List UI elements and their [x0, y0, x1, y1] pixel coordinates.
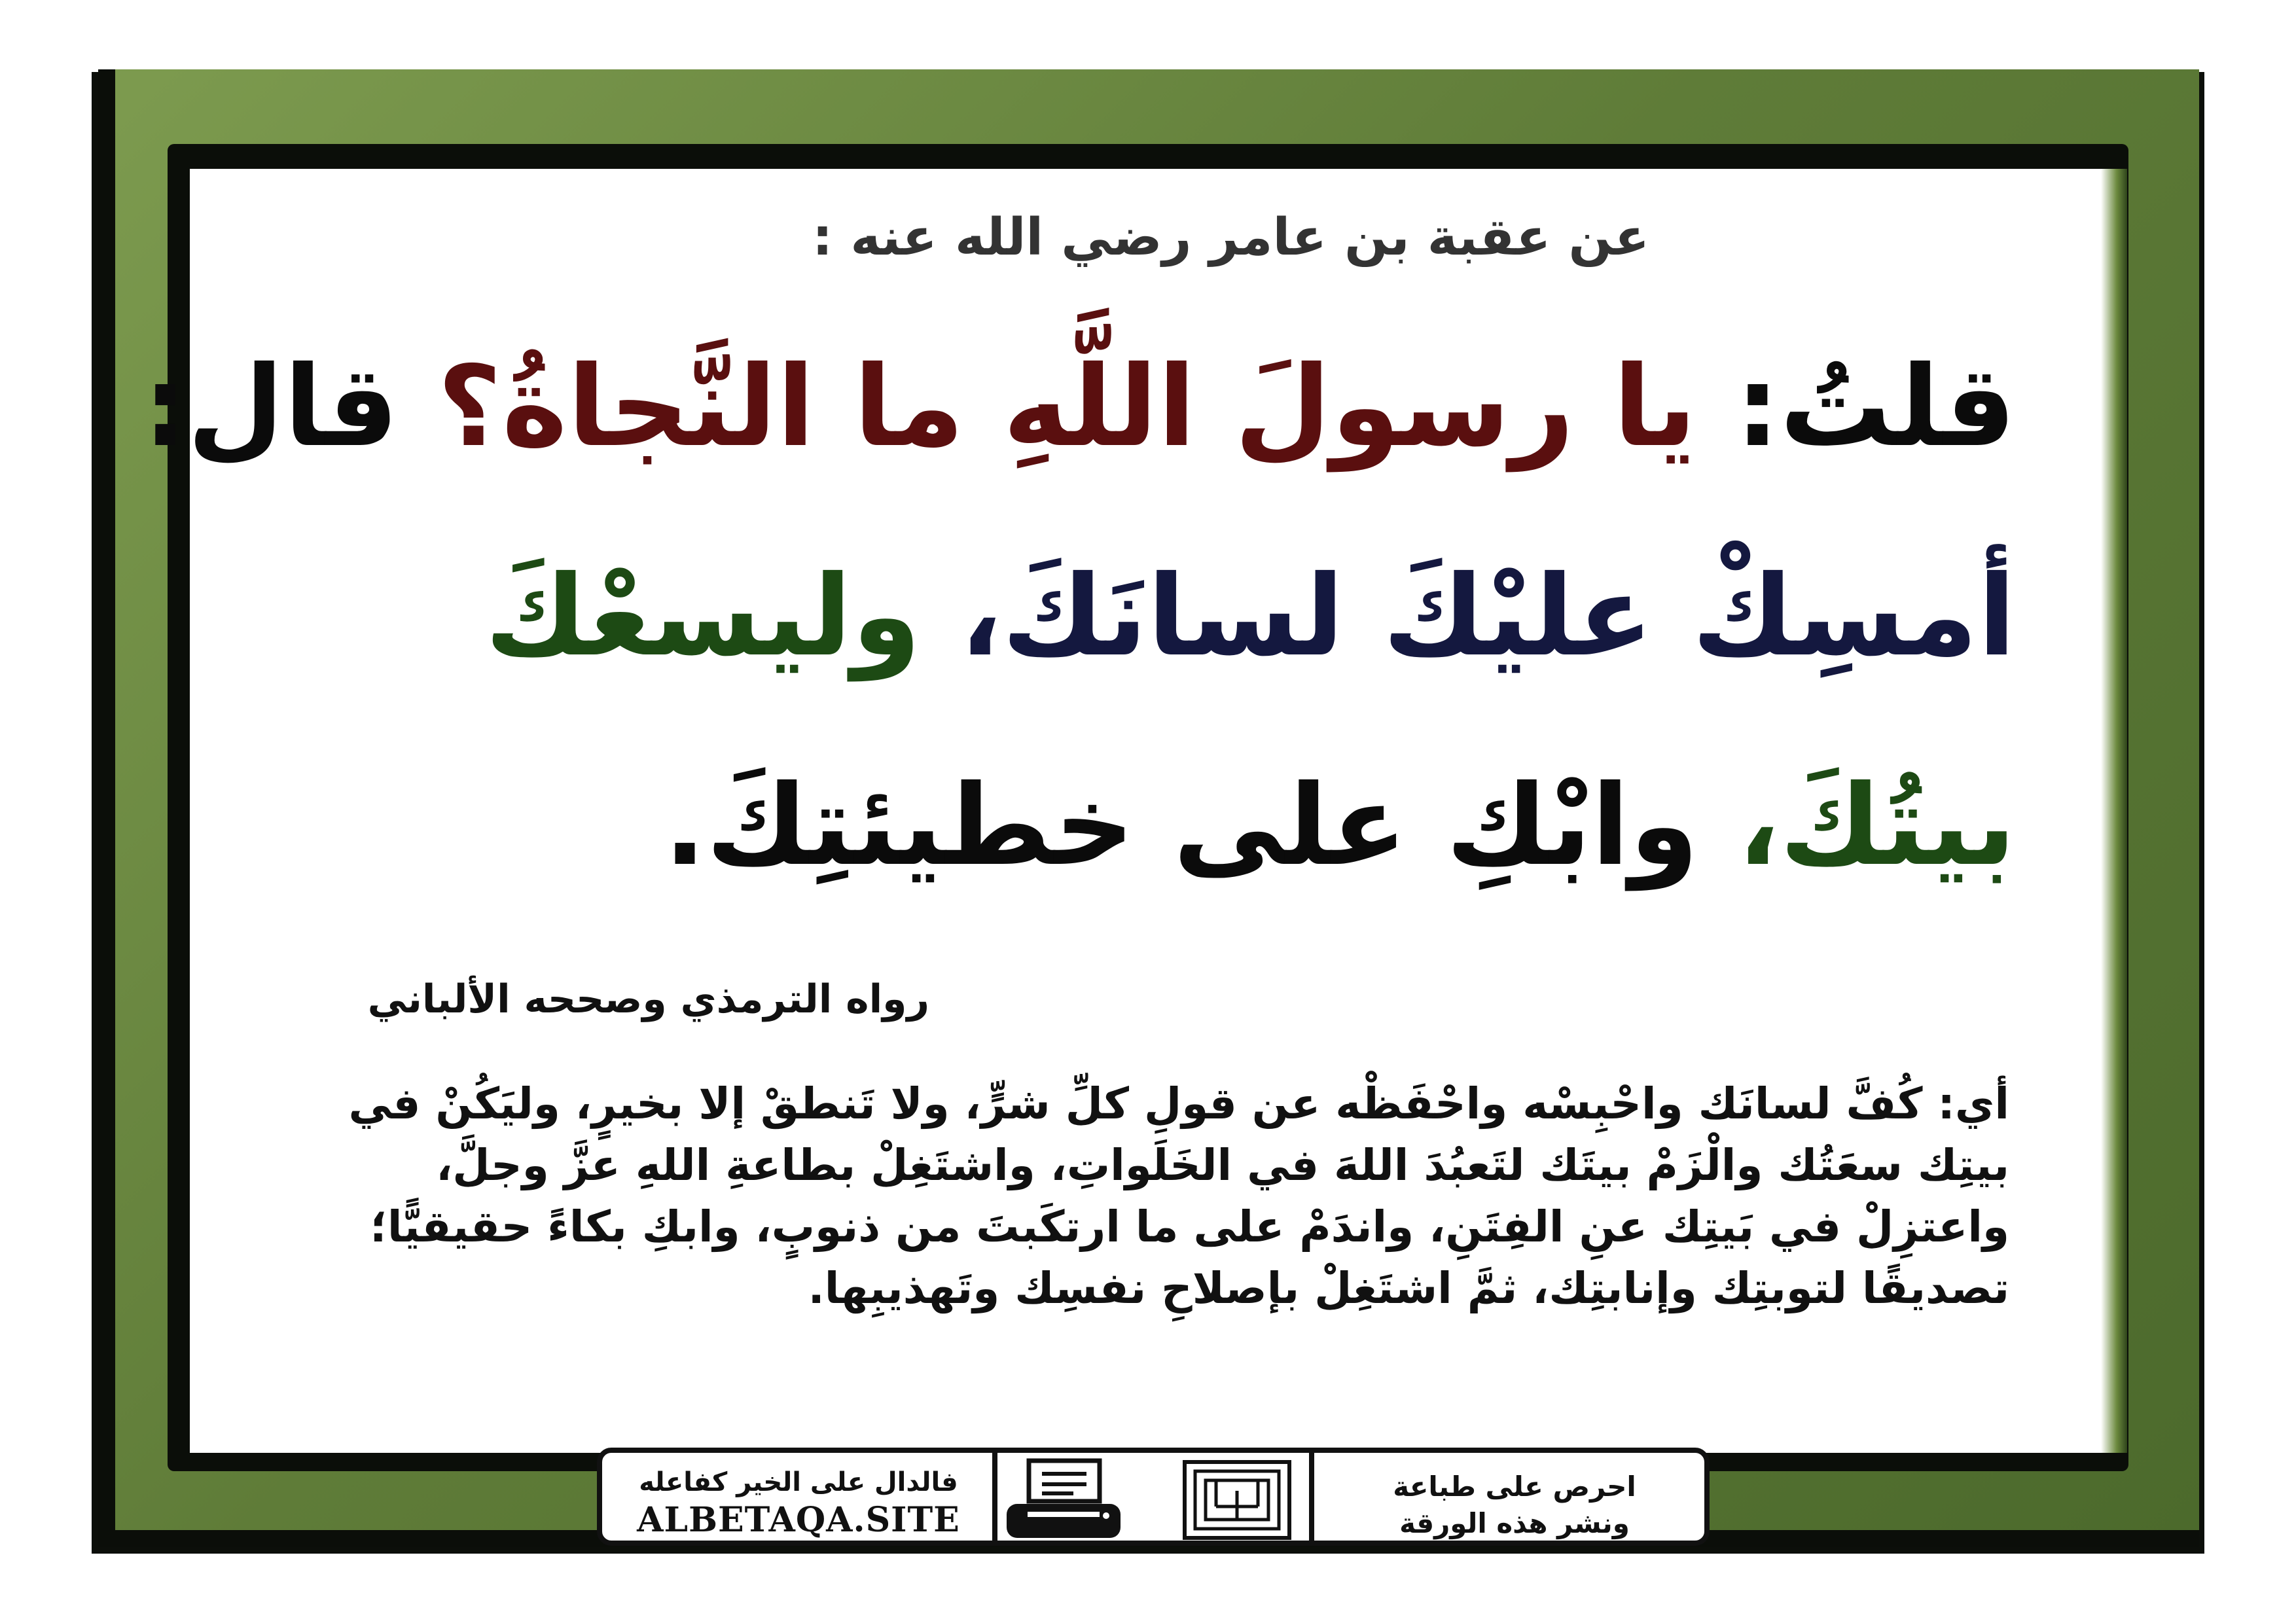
hadith-line-2 [275, 550, 2016, 683]
hadith-house-suffice: وليسعْكَ [484, 552, 960, 681]
hadith-your-house: بيتُكَ، [1737, 761, 2016, 891]
hadith-said-label: قلتُ: [1696, 342, 2016, 472]
hadith-line-3 [275, 759, 2016, 893]
printer-icon [1001, 1458, 1126, 1543]
footer-cta [1377, 1469, 1652, 1542]
hadith-question: يا رسولَ اللَّهِ ما النَّجاةُ؟ [437, 342, 1697, 472]
cta-line-1: احرص على طباعة [1393, 1471, 1636, 1503]
cta-line-2: ونشر هذه الورقة [1399, 1507, 1630, 1539]
hadith-weep-sins: وابْكِ على خطيئتِكَ. [664, 761, 1738, 891]
hadith-source: رواه الترمذي وصححه الألباني [367, 976, 929, 1022]
frame-bevel-right [2101, 169, 2127, 1453]
narrator-intro: عن عقبة بن عامر رضي الله عنه : [812, 208, 1649, 267]
hadith-answer-label: قال: [143, 342, 438, 472]
hadith-line-1 [143, 340, 2016, 474]
explanation-paragraph: أي: كُفَّ لسانَك واحْبِسْه واحْفَظْه عن قولِ كلِّ شرٍّ، ولا تَنطقْ إلا بخيرٍ، وليَكُنْ في بيتِك سعَتُك والْزَمْ بيتَك لتَعبُدَ اللهَ في الخَلَواتِ، واشتَغِلْ بطاعةِ اللهِ عزَّ وجلَّ، واعتزِلْ في بَيتِك عنِ الفِتَنِ، واندَمْ على ما ارتكَبتَ من ذنوبٍ، وابكِ بكاءً حقيقيًّا؛ تصديقًا لتوبتِك وإنابتِك، ثمَّ اشتَغِلْ بإصلاحِ نفسِك وتَهذيبِها. [348, 1079, 2009, 1313]
hadith-hold-tongue: أمسِكْ عليْكَ لسانَكَ، [960, 552, 2016, 681]
footer-divider-2 [1309, 1453, 1314, 1541]
logo-mark [1178, 1459, 1296, 1541]
footer-divider [992, 1453, 997, 1541]
frame-bevel-left [98, 69, 115, 1547]
footer-bar [597, 1448, 1710, 1546]
footer-slogan: فالدال على الخير كفاعله [639, 1467, 958, 1497]
site-url[interactable]: ALBETAQA.SITE [637, 1500, 960, 1540]
